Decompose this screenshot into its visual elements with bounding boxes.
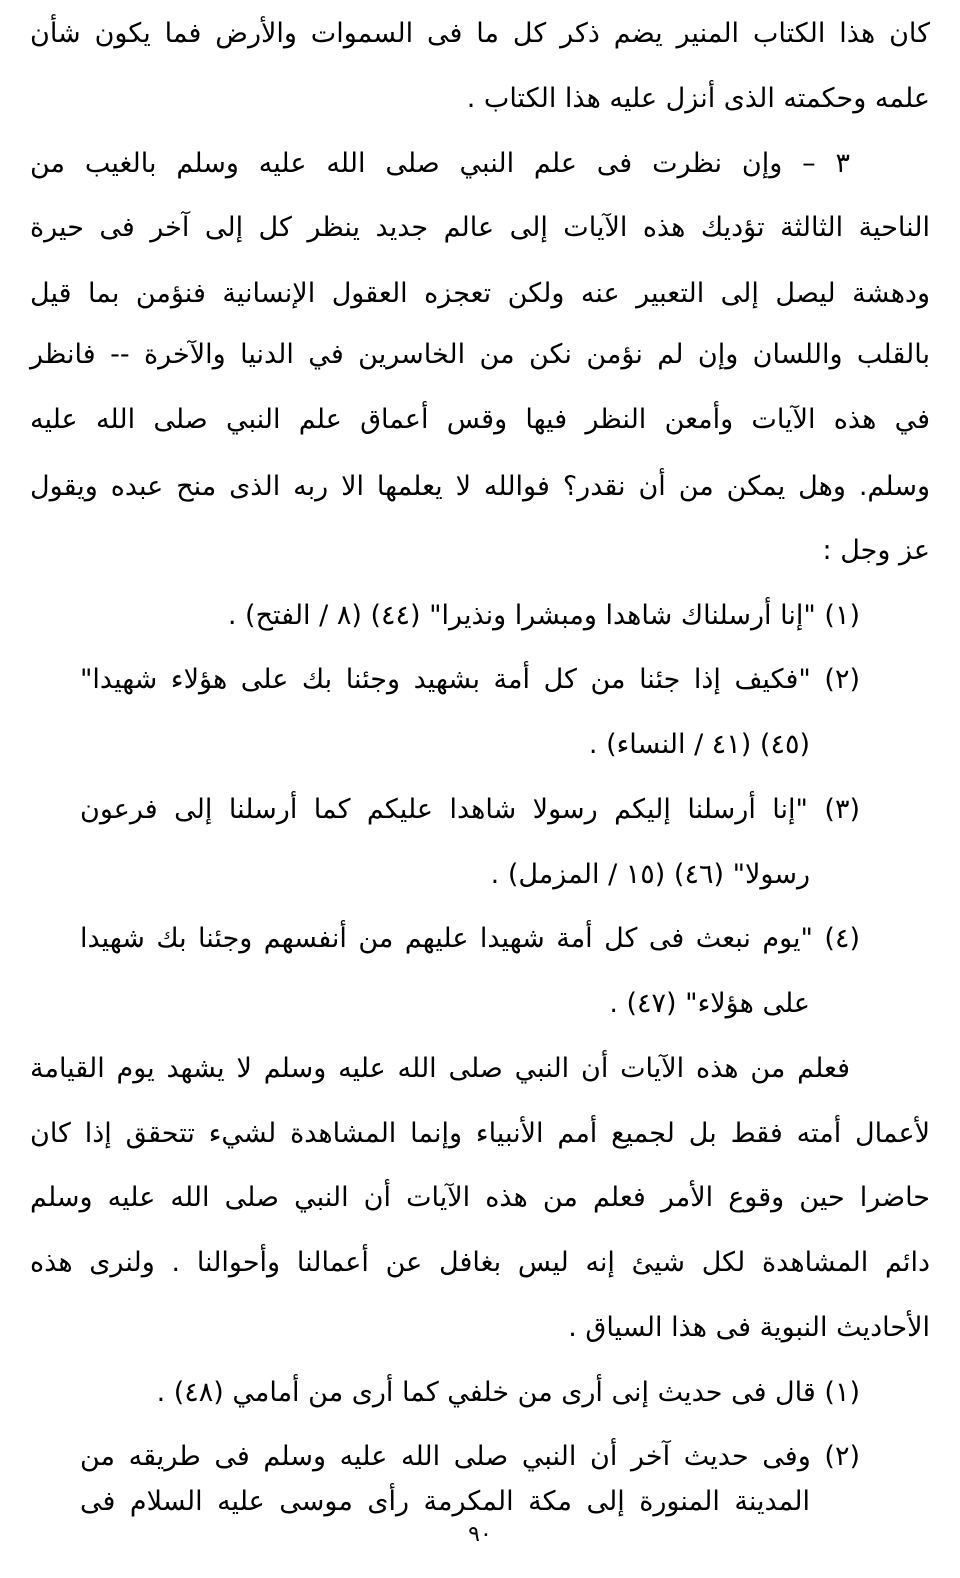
text-line-7: في هذه الآيات وأمعن النظر فيها وقس أعماق علم النبي صلى الله عليه: [30, 404, 930, 435]
quote-item-3-continuation: رسولا" (٤٦) (١٥ / المزمل) .: [490, 859, 810, 890]
quote-item-2-continuation: (٤٥) (٤١ / النساء) .: [588, 729, 810, 760]
quote-item-3: (٣) "إنا أرسلنا إليكم رسولا شاهدا عليكم كما أرسلنا إلى فرعون: [80, 794, 860, 825]
hadith-item-1: (١) قال فى حديث إنى أرى من خلفي كما أرى من أمامي (٤٨) .: [156, 1377, 860, 1408]
page-number: ٩٠: [468, 1522, 492, 1547]
text-line-12: حاضرا حين وقوع الأمر فعلم من هذه الآيات أن النبي صلى الله عليه وسلم: [30, 1182, 930, 1213]
quote-item-1: (١) "إنا أرسلناك شاهدا ومبشرا ونذيرا" (٤٤) (٨ / الفتح) .: [227, 600, 860, 631]
text-line-8: وسلم. وهل يمكن من أن نقدر؟ فوالله لا يعلمها الا ربه الذى منح عبده ويقول: [30, 471, 930, 502]
text-line-3: ٣ – وإن نظرت فى علم النبي صلى الله عليه وسلم بالغيب من: [30, 148, 850, 179]
text-line-11: لأعمال أمته فقط بل لجميع أمم الأنبياء وإنما المشاهدة لشيء تتحقق إذا كان: [30, 1118, 930, 1149]
hadith-item-2-continuation: المدينة المنورة إلى مكة المكرمة رأى موسى عليه السلام فى: [80, 1486, 810, 1517]
quote-item-4-continuation: على هؤلاء" (٤٧) .: [609, 988, 810, 1019]
text-line-1: كان هذا الكتاب المنير يضم ذكر كل ما فى السموات والأرض فما يكون شأن: [30, 18, 930, 49]
text-line-13: دائم المشاهدة لكل شيئ إنه ليس بغافل عن أعمالنا وأحوالنا . ولنرى هذه: [30, 1247, 930, 1278]
hadith-item-2: (٢) وفى حديث آخر أن النبي صلى الله عليه وسلم فى طريقه من: [80, 1441, 860, 1472]
text-line-5: ودهشة ليصل إلى التعبير عنه ولكن تعجزه العقول الإنسانية فنؤمن بما قيل: [30, 278, 930, 309]
quote-item-4: (٤) "يوم نبعث فى كل أمة شهيدا عليهم من أنفسهم وجئنا بك شهيدا: [80, 923, 860, 954]
text-line-4: الناحية الثالثة تؤديك هذه الآيات إلى عالم جديد ينظر كل إلى آخر فى حيرة: [30, 212, 930, 243]
text-line-6: بالقلب واللسان وإن لم نؤمن نكن من الخاسرين في الدنيا والآخرة -- فانظر: [30, 339, 930, 370]
text-line-2: علمه وحكمته الذى أنزل عليه هذا الكتاب .: [466, 83, 930, 114]
quote-item-2: (٢) "فكيف إذا جئنا من كل أمة بشهيد وجئنا بك على هؤلاء شهيدا": [80, 664, 860, 695]
text-line-10: فعلم من هذه الآيات أن النبي صلى الله عليه وسلم لا يشهد يوم القيامة: [30, 1053, 850, 1084]
text-line-14: الأحاديث النبوية فى هذا السياق .: [568, 1312, 930, 1343]
text-line-9: عز وجل :: [822, 535, 930, 566]
